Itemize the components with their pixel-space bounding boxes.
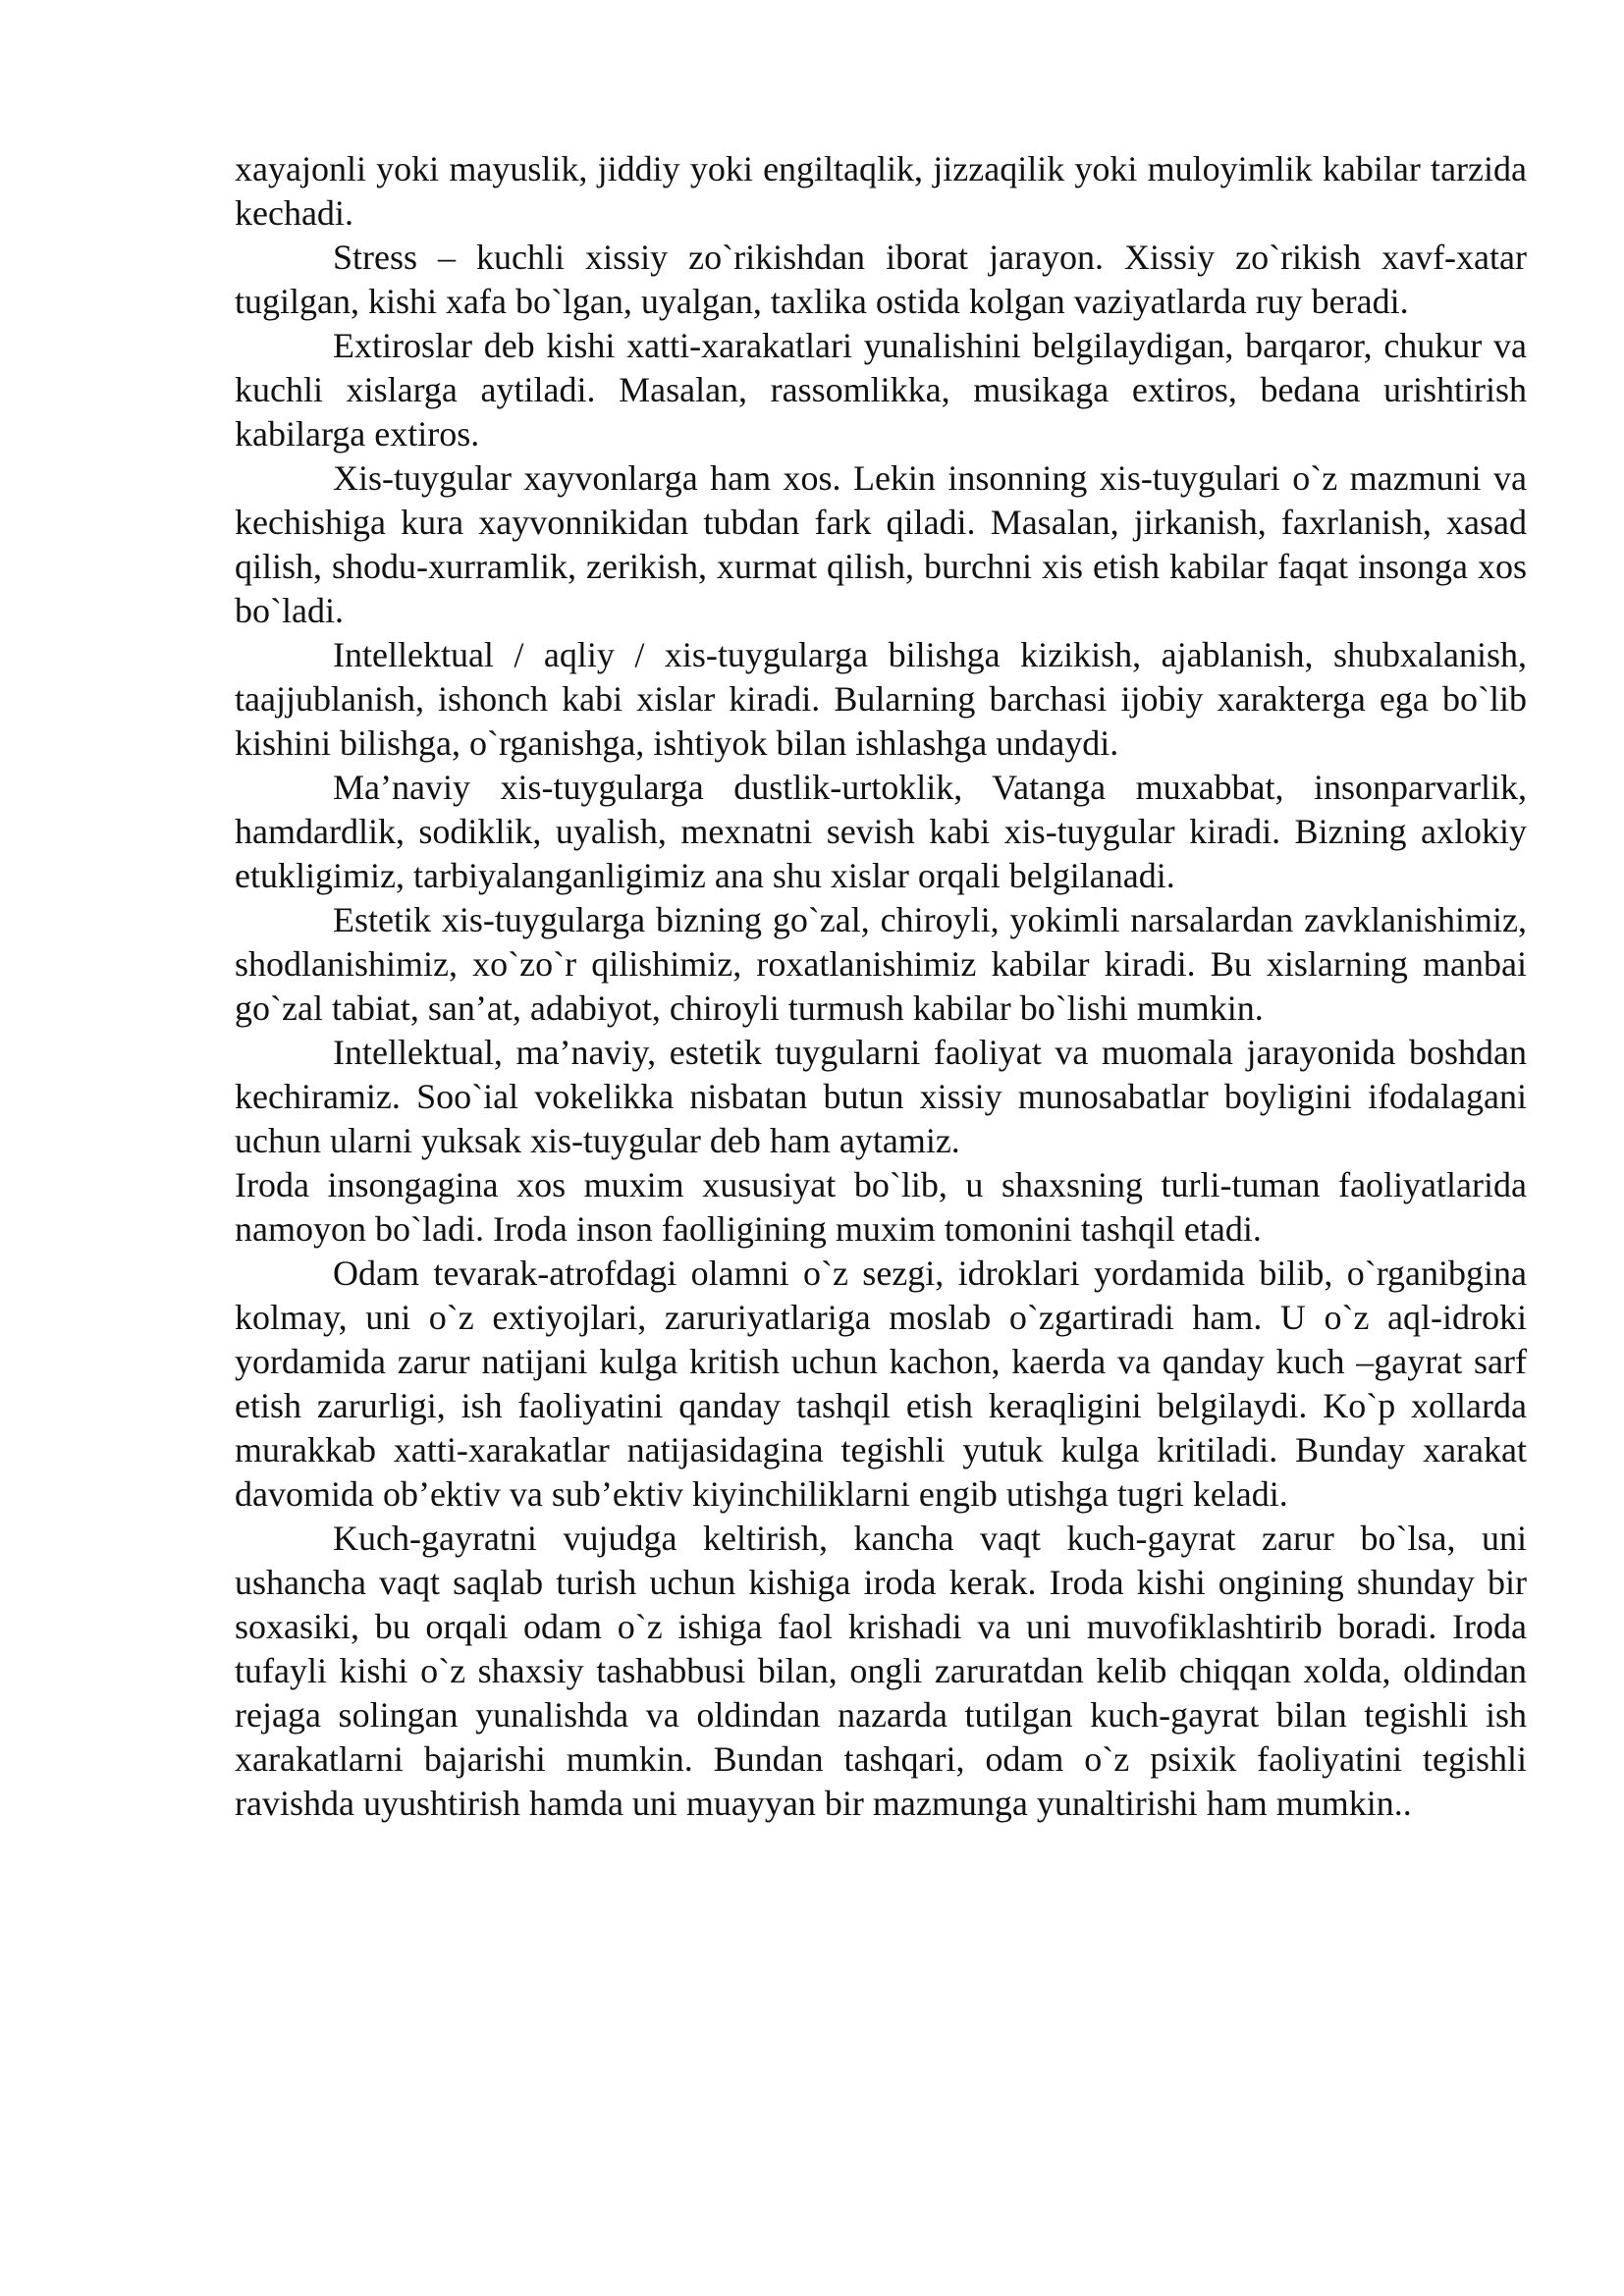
paragraph-kuch-gayrat: Kuch-gayratni vujudga keltirish, kancha vaqt kuch-gayrat zarur bo`lsa, uni ushancha vaqt saqlab turish uchun kishiga iroda kerak. Iroda kishi ongining shunday bir soxasiki, bu orqali odam o`z ishiga faol krishadi va uni muvofiklashtirib boradi. Iroda tufayli kishi o`z shaxsiy tashabbusi bilan, ongli zaruratdan kelib chiqqan xolda, oldindan rejaga solingan yunalishda va oldindan nazarda tutilgan kuch-gayrat bilan tegishli ish xarakatlarni bajarishi mumkin. Bundan tashqari, odam o`z psixik faoliyatini tegishli ravishda uyushtirish hamda uni muayyan bir mazmunga yunaltirishi ham mumkin..: [235, 1519, 1527, 1823]
paragraph-yuksak: Intellektual, ma’naviy, estetik tuygularni faoliyat va muomala jarayonida boshdan kechiramiz. Soo`ial vokelikka nisbatan butun xissiy munosabatlar boyligini ifodalagani uchun ularni yuksak xis-tuygular deb ham aytamiz.: [235, 1033, 1527, 1160]
paragraph-estetik: Estetik xis-tuygularga bizning go`zal, chiroyli, yokimli narsalardan zavklanishimiz, shodlanishimiz, xo`zo`r qilishimiz, roxatlanishimiz kabilar kiradi. Bu xislarning manbai go`zal tabiat, san’at, adabiyot, chiroyli turmush kabilar bo`lishi mumkin.: [235, 900, 1527, 1028]
paragraph-extiroslar: Extiroslar deb kishi xatti-xarakatlari yunalishini belgilaydigan, barqaror, chukur va kuchli xislarga aytiladi. Masalan, rassomlikka, musikaga extiros, bedana urishtirish kabilarga extiros.: [235, 326, 1527, 454]
paragraph-odam: Odam tevarak-atrofdagi olamni o`z sezgi, idroklari yordamida bilib, o`rganibgina kolmay, uni o`z extiyojlari, zaruriyatlariga moslab o`zgartiradi ham. U o`z aql-idroki yordamida zarur natijani kulga kritish uchun kachon, kaerda va qanday kuch –gayrat sarf etish zarurligi, ish faoliyatini qanday tashqil etish keraqligini belgilaydi. Ko`p xollarda murakkab xatti-xarakatlar natijasidagina tegishli yutuk kulga kritiladi. Bunday xarakat davomida ob’ektiv va sub’ektiv kiyinchiliklarni engib utishga tugri keladi.: [235, 1254, 1527, 1514]
paragraph: xayajonli yoki mayuslik, jiddiy yoki engiltaqlik, jizzaqilik yoki muloyimlik kabilar tarzida kechadi.: [235, 149, 1527, 233]
paragraph-manaviy: Ma’naviy xis-tuygularga dustlik-urtoklik, Vatanga muxabbat, insonparvarlik, hamdardlik, sodiklik, uyalish, mexnatni sevish kabi xis-tuygular kiradi. Bizning axlokiy etukligimiz, tarbiyalanganligimiz ana shu xislar orqali belgilanadi.: [235, 768, 1527, 895]
paragraph-xis-tuygular: Xis-tuygular xayvonlarga ham xos. Lekin insonning xis-tuygulari o`z mazmuni va kechishiga kura xayvonnikidan tubdan fark qiladi. Masalan, jirkanish, faxrlanish, xasad qilish, shodu-xurramlik, zerikish, xurmat qilish, burchni xis etish kabilar faqat insonga xos bo`ladi.: [235, 458, 1527, 630]
paragraph-stress: Stress – kuchli xissiy zo`rikishdan iborat jarayon. Xissiy zo`rikish xavf-xatar tugilgan, kishi xafa bo`lgan, uyalgan, taxlika ostida kolgan vaziyatlarda ruy beradi.: [235, 238, 1527, 321]
paragraph-intellektual: Intellektual / aqliy / xis-tuygularga bilishga kizikish, ajablanish, shubxalanish, taajjublanish, ishonch kabi xislar kiradi. Bularning barchasi ijobiy xarakterga ega bo`lib kishini bilishga, o`rganishga, ishtiyok bilan ishlashga undaydi.: [235, 635, 1527, 763]
document-page: [235, 147, 1527, 1826]
paragraph-iroda: Iroda insongagina xos muxim xususiyat bo`lib, u shaxsning turli-tuman faoliyatlarida namoyon bo`ladi. Iroda inson faolligining muxim tomonini tashqil etadi.: [235, 1165, 1527, 1249]
